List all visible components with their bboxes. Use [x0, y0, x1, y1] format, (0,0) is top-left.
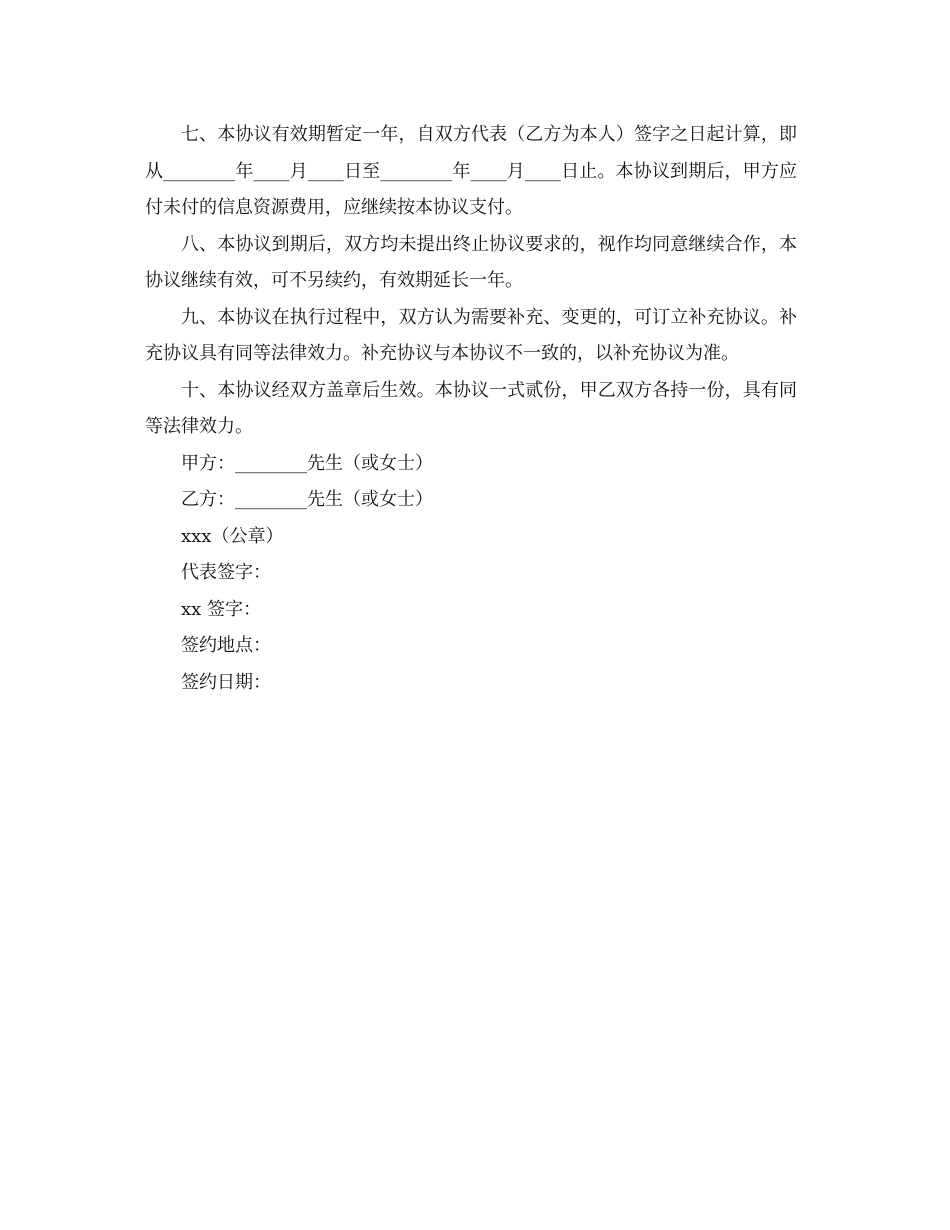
clause-9: 九、本协议在执行过程中，双方认为需要补充、变更的，可订立补充协议。补充协议具有同等法律效力。补充协议与本协议不一致的，以补充协议为准。: [145, 306, 797, 364]
representative-signature-line: 代表签字：: [181, 562, 271, 583]
signing-date-line: 签约日期：: [181, 671, 271, 693]
party-b-line: 乙方：________先生（或女士）: [181, 489, 433, 510]
signing-place-line: 签约地点：: [181, 635, 271, 656]
document-body: [145, 117, 797, 701]
xx-signature-line: xx 签字：: [181, 598, 262, 620]
clause-8: 八、本协议到期后，双方均未提出终止协议要求的，视作均同意继续合作，本协议继续有效，可不另续约，有效期延长一年。: [145, 233, 797, 291]
clause-7: 七、本协议有效期暂定一年，自双方代表（乙方为本人）签字之日起计算，即从________年____月____日至________年____月____日止。本协议到期后，甲方应付未付的信息资源费用，应继续按本协议支付。: [145, 124, 797, 218]
clause-10: 十、本协议经双方盖章后生效。本协议一式贰份，甲乙双方各持一份，具有同等法律效力。: [145, 379, 797, 437]
party-a-line: 甲方：________先生（或女士）: [181, 452, 433, 474]
seal-line: xxx（公章）: [181, 525, 284, 547]
